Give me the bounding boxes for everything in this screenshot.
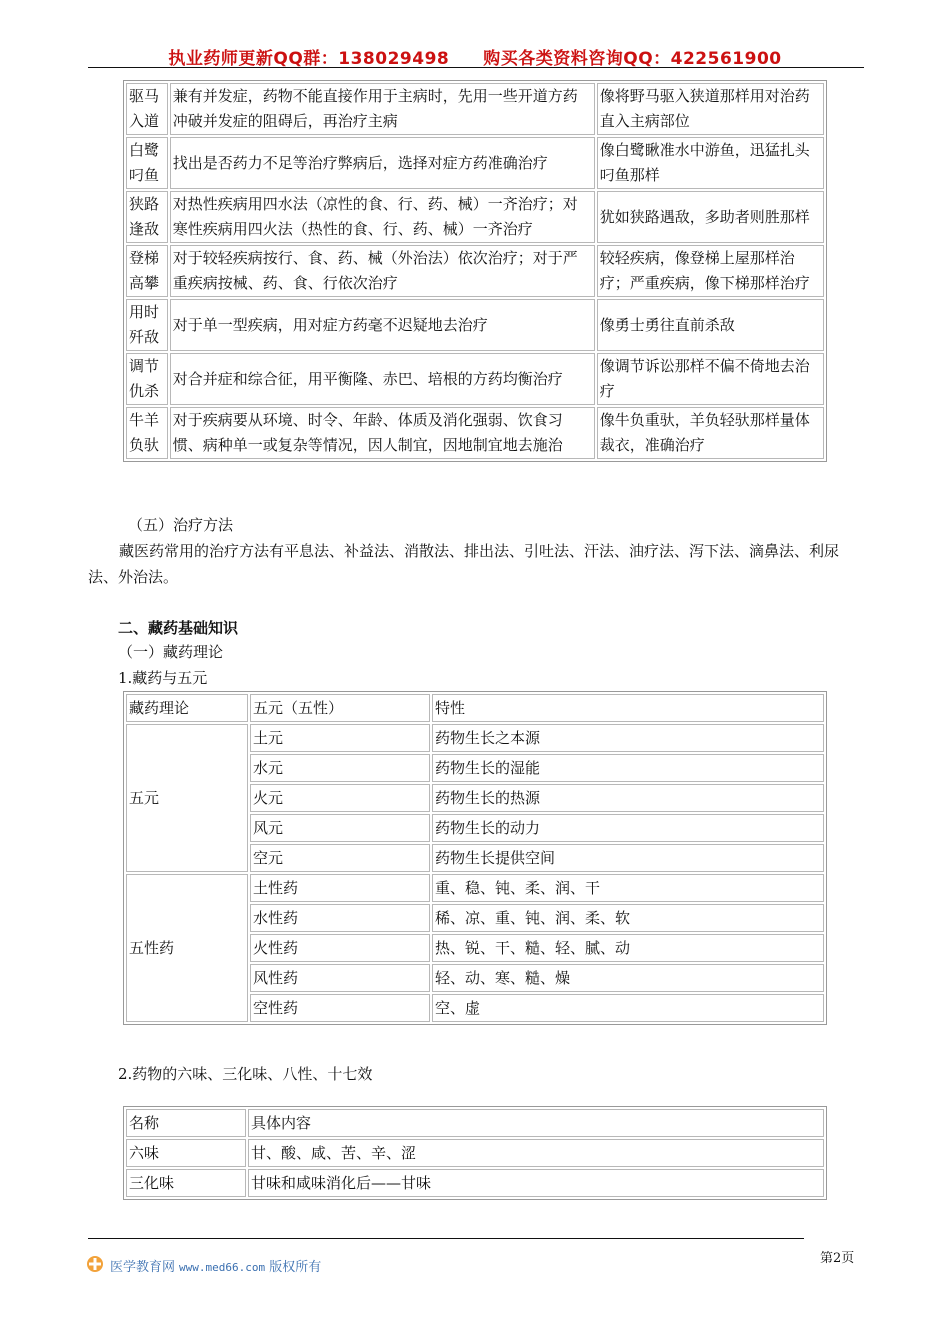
therapy-method bbox=[170, 245, 595, 297]
taste-row bbox=[126, 1139, 824, 1167]
elements-header-cell: 藏药理论 bbox=[126, 694, 248, 722]
purchase-qq-text: 购买各类资料咨询QQ：422561900 bbox=[483, 49, 782, 69]
element-name: 风性药 bbox=[250, 964, 430, 992]
item1-heading: 1.藏药与五元 bbox=[118, 669, 208, 687]
therapy-method-text: 对于疾病要从环境、时令、年龄、体质及消化强弱、饮食习惯、病种单一或复杂等情况，因人制宜，因地制宜地去施治 bbox=[172, 411, 563, 454]
taste-content: 甘味和咸味消化后——甘味 bbox=[248, 1169, 824, 1197]
element-name: 水性药 bbox=[250, 904, 430, 932]
element-trait: 药物生长的动力 bbox=[432, 814, 824, 842]
therapy-name: 用时歼敌 bbox=[126, 299, 168, 351]
taste-name: 六味 bbox=[126, 1139, 246, 1167]
therapy-method bbox=[170, 299, 595, 351]
element-name: 风元 bbox=[250, 814, 430, 842]
element-trait: 药物生长之本源 bbox=[432, 724, 824, 752]
element-name: 土元 bbox=[250, 724, 430, 752]
taste-header-cell: 具体内容 bbox=[248, 1109, 824, 1137]
elements-group-cell: 五性药 bbox=[126, 874, 248, 1022]
therapy-analogy: 像勇士勇往直前杀敌 bbox=[597, 299, 824, 351]
therapy-method-text: 对合并症和综合征，用平衡隆、赤巴、培根的方药均衡治疗 bbox=[172, 369, 563, 388]
header-divider bbox=[88, 67, 864, 68]
therapy-analogy: 像调节诉讼那样不偏不倚地去治疗 bbox=[597, 353, 824, 405]
med66-logo-icon bbox=[86, 1255, 104, 1273]
therapy-method-text: 兼有并发症，药物不能直接作用于主病时，先用一些开道方药冲破并发症的阻碍后，再治疗主病 bbox=[172, 87, 578, 130]
taste-row bbox=[126, 1169, 824, 1197]
section2-subheading: （一）藏药理论 bbox=[118, 643, 224, 661]
therapy-method-text: 对热性疾病用四水法（凉性的食、行、药、械）一齐治疗；对寒性疾病用四火法（热性的食、行、药、械）一齐治疗 bbox=[172, 195, 578, 238]
element-name: 空元 bbox=[250, 844, 430, 872]
element-trait: 重、稳、钝、柔、润、干 bbox=[432, 874, 824, 902]
therapy-row bbox=[126, 299, 824, 351]
item2-heading: 2.药物的六味、三化味、八性、十七效 bbox=[118, 1065, 373, 1083]
therapy-analogy: 像牛负重驮，羊负轻驮那样量体裁衣，准确治疗 bbox=[597, 407, 824, 459]
therapy-name: 驱马入道 bbox=[126, 83, 168, 135]
qq-group-text: 执业药师更新QQ群：138029498 bbox=[168, 49, 450, 69]
element-name: 空性药 bbox=[250, 994, 430, 1022]
footer-divider bbox=[88, 1238, 804, 1239]
therapy-analogy: 像白鹭瞅准水中游鱼，迅猛扎头叼鱼那样 bbox=[597, 137, 824, 189]
section5-heading: （五）治疗方法 bbox=[128, 516, 234, 534]
therapy-row bbox=[126, 137, 824, 189]
elements-row bbox=[126, 724, 824, 752]
elements-table bbox=[123, 691, 827, 1025]
taste-header-cell: 名称 bbox=[126, 1109, 246, 1137]
section5-text: 藏医药常用的治疗方法有平息法、补益法、消散法、排出法、引吐法、汗法、油疗法、泻下法、滴鼻法、利尿法、外治法。 bbox=[88, 542, 840, 586]
elements-header-cell: 五元（五性） bbox=[250, 694, 430, 722]
elements-row bbox=[126, 874, 824, 902]
element-trait: 热、锐、干、糙、轻、腻、动 bbox=[432, 934, 824, 962]
therapy-analogy: 犹如狭路遇敌，多助者则胜那样 bbox=[597, 191, 824, 243]
taste-content: 甘、酸、咸、苦、辛、涩 bbox=[248, 1139, 824, 1167]
element-trait: 药物生长的热源 bbox=[432, 784, 824, 812]
taste-header-row bbox=[126, 1109, 824, 1137]
therapy-method bbox=[170, 83, 595, 135]
therapy-analogy: 像将野马驱入狭道那样用对治药直入主病部位 bbox=[597, 83, 824, 135]
therapy-row bbox=[126, 191, 824, 243]
footer-rights: 版权所有 bbox=[269, 1260, 322, 1275]
element-name: 火性药 bbox=[250, 934, 430, 962]
therapy-row bbox=[126, 407, 824, 459]
therapy-row bbox=[126, 353, 824, 405]
element-trait: 药物生长提供空间 bbox=[432, 844, 824, 872]
element-trait: 空、虚 bbox=[432, 994, 824, 1022]
page-number: 第2页 bbox=[820, 1251, 855, 1266]
section2-title: 二、藏药基础知识 bbox=[118, 619, 239, 637]
footer-brand-name: 医学教育网 bbox=[110, 1260, 176, 1275]
therapy-row bbox=[126, 83, 824, 135]
therapy-analogy: 较轻疾病，像登梯上屋那样治疗；严重疾病，像下梯那样治疗 bbox=[597, 245, 824, 297]
taste-name: 三化味 bbox=[126, 1169, 246, 1197]
element-trait: 药物生长的湿能 bbox=[432, 754, 824, 782]
therapy-name: 狭路逢敌 bbox=[126, 191, 168, 243]
therapy-method bbox=[170, 353, 595, 405]
elements-group-cell: 五元 bbox=[126, 724, 248, 872]
footer-site-link[interactable]: www.med66.com bbox=[179, 1261, 266, 1274]
therapy-table bbox=[123, 80, 827, 462]
therapy-name: 牛羊负驮 bbox=[126, 407, 168, 459]
therapy-method bbox=[170, 191, 595, 243]
elements-header-row bbox=[126, 694, 824, 722]
element-name: 土性药 bbox=[250, 874, 430, 902]
elements-header-cell: 特性 bbox=[432, 694, 824, 722]
element-trait: 轻、动、寒、糙、燥 bbox=[432, 964, 824, 992]
therapy-method-text: 找出是否药力不足等治疗弊病后，选择对症方药准确治疗 bbox=[172, 153, 548, 172]
element-name: 水元 bbox=[250, 754, 430, 782]
page-header bbox=[0, 44, 950, 69]
therapy-name: 白鹭叼鱼 bbox=[126, 137, 168, 189]
element-name: 火元 bbox=[250, 784, 430, 812]
therapy-method-text: 对于较轻疾病按行、食、药、械（外治法）依次治疗；对于严重疾病按械、药、食、行依次治疗 bbox=[172, 249, 578, 292]
element-trait: 稀、凉、重、钝、润、柔、软 bbox=[432, 904, 824, 932]
therapy-name: 调节仇杀 bbox=[126, 353, 168, 405]
therapy-method-text: 对于单一型疾病，用对症方药毫不迟疑地去治疗 bbox=[172, 315, 488, 334]
therapy-name: 登梯高攀 bbox=[126, 245, 168, 297]
therapy-method bbox=[170, 137, 595, 189]
taste-table bbox=[123, 1106, 827, 1200]
therapy-row bbox=[126, 245, 824, 297]
therapy-method bbox=[170, 407, 595, 459]
footer-brand bbox=[110, 1256, 321, 1275]
